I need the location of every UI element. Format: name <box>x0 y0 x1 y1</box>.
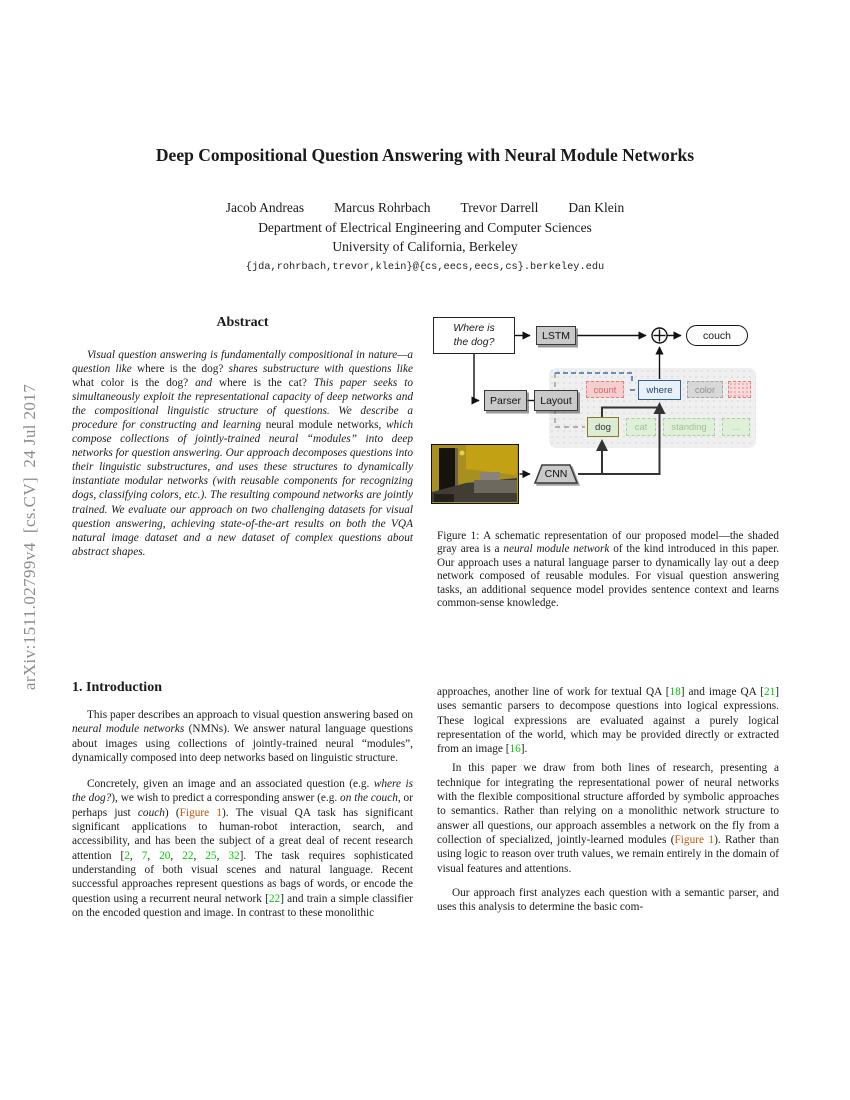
text-run: , or perhaps just <box>72 792 413 819</box>
right-paragraph-2 <box>437 761 779 875</box>
citation-link[interactable]: 32 <box>228 849 240 862</box>
text-run: where is the cat? <box>218 377 314 390</box>
author-name: Trevor Darrell <box>460 200 539 215</box>
cnn-label: CNN <box>544 468 568 480</box>
cnn-box <box>534 464 578 484</box>
text-run: ). Rather than using logic to reason over truth values, we remain entirely in the domain of visual features and attentions. <box>437 833 780 875</box>
author-emails: {jda,rohrbach,trevor,klein}@{cs,eecs,eecs,cs}.berkeley.edu <box>245 261 605 273</box>
lstm-box: LSTM <box>536 326 576 345</box>
module-where: where <box>638 380 681 400</box>
right-column-body <box>437 685 779 914</box>
module-count: count <box>586 381 624 398</box>
layout-box: Layout <box>534 390 578 411</box>
scene-photo <box>431 444 519 504</box>
arxiv-sidebar-stamp: arXiv:1511.02799v4 [cs.CV] 24 Jul 2017 <box>20 383 39 691</box>
right-paragraph-3 <box>437 886 779 915</box>
intro-paragraph-2 <box>72 777 413 920</box>
module-color: color <box>687 381 723 398</box>
circled-plus-icon <box>652 328 667 343</box>
citation-link[interactable]: 25 <box>205 849 217 862</box>
affiliation-department: Department of Electrical Engineering and Computer Sciences <box>258 220 592 235</box>
text-run: Concretely, given an image and an associated question (e.g. <box>87 778 374 791</box>
question-text: Where is the dog? <box>453 321 495 348</box>
text-run: ]. The task requires sophisticated understanding of both visual scenes and natural language. Recent successful approaches represent questions as bags of words, or encode the question using a recurrent neural network [ <box>72 849 413 905</box>
text-run: Figure 1: A schematic representation of our proposed model—the shaded gray area is a <box>437 530 779 556</box>
figure-ref-link[interactable]: Figure 1 <box>179 806 223 819</box>
author-name: Dan Klein <box>568 200 625 215</box>
citation-link[interactable]: 22 <box>268 892 281 905</box>
text-run: , <box>170 849 183 862</box>
text-run: ] uses semantic parsers to decompose questions into logical expressions. These logical expressions are evaluated against a purely logical representation of the world, which may be provided directly or extracted from an image [ <box>437 686 779 756</box>
text-run: what color is the dog? <box>72 377 196 390</box>
text-run-italic: This paper seeks to simultaneously exploit the representational capacity of deep networks and the compositional linguistic structure of questions. We describe a procedure for constructing and learning <box>72 377 413 432</box>
text-run-italic: neural module network <box>503 543 610 556</box>
abstract-heading: Abstract <box>216 315 269 330</box>
text-run-italic: couch <box>137 806 165 819</box>
author-list <box>0 200 850 216</box>
text-run-italic: neural module networks <box>72 723 185 736</box>
paper-title: Deep Compositional Question Answering with Neural Module Networks <box>155 145 695 165</box>
citation-link[interactable]: 18 <box>669 686 681 698</box>
left-column-body <box>72 708 413 920</box>
citation-link[interactable]: 20 <box>159 849 171 862</box>
text-run-italic: Visual question answering is fundamentally compositional in nature—a question like <box>72 349 413 376</box>
citation-link[interactable]: 7 <box>141 849 148 862</box>
question-box <box>433 317 515 354</box>
citation-link[interactable]: 21 <box>763 686 776 698</box>
text-run: ]. <box>520 743 528 756</box>
text-run: ). The visual QA task has significant significant applications to human-robot interaction, search, and accessibility, and has been the subject of a great deal of recent research attention [ <box>72 806 413 862</box>
text-run: ] and train a simple classifier on the encoded question and image. In contrast to these monolithic <box>72 892 413 919</box>
author-name: Jacob Andreas <box>225 200 305 215</box>
text-run-italic: and <box>195 377 219 390</box>
text-run-italic: on the couch <box>340 792 398 805</box>
text-run-italic: where is the dog? <box>72 778 413 805</box>
abstract-body <box>72 348 413 559</box>
text-run: In this paper we draw from both lines of research, presenting a technique for integrating the representational power of neural networks with the flexible compositional structure afforded by symbolic approaches to semantics. Rather than relying on a monolithic network structure to answer all questions, our approach assembles a network on the fly from a collection of specialized, jointly-learned modules ( <box>437 762 779 846</box>
author-name: Marcus Rohrbach <box>334 200 431 215</box>
text-run: ) ( <box>164 806 180 819</box>
text-run: where is the dog? <box>136 363 229 376</box>
figure-1-caption <box>437 530 779 610</box>
module-red-ellipsis <box>728 381 751 398</box>
text-run-italic: shares substructure with questions like <box>228 363 413 376</box>
text-run: of the kind introduced in this paper. Our approach uses a natural language parser to dynamically lay out a deep network composed of reusable modules. For visual question answering tasks, an additional sequence model provides sentence context and learns common-sense knowledge. <box>437 543 780 610</box>
section-heading-introduction: 1. Introduction <box>72 680 162 695</box>
room-photo-illustration <box>432 445 517 502</box>
text-run: Our approach first analyzes each question with a semantic parser, and uses this analysis to determine the basic com- <box>437 886 779 914</box>
citation-link[interactable]: 2 <box>124 849 130 862</box>
text-run: (NMNs). We answer natural language questions about images using collections of jointly-trained neural “modules”, dynamically composed into deep networks based on linguistic structure. <box>72 723 413 764</box>
text-run: ] and image QA [ <box>680 686 764 698</box>
answer-pill: couch <box>686 325 748 346</box>
citation-link[interactable]: 16 <box>509 743 521 756</box>
text-run: , <box>129 849 142 862</box>
text-run: neural module networks, <box>265 419 386 432</box>
right-paragraph-1 <box>437 685 779 756</box>
figure-1-diagram <box>430 308 790 514</box>
figure-ref-link[interactable]: Figure 1 <box>674 833 715 846</box>
text-run: , <box>216 849 229 862</box>
module-dog: dog <box>587 417 619 437</box>
citation-link[interactable]: 22 <box>182 849 194 862</box>
text-run: , <box>147 849 160 862</box>
affiliation-university: University of California, Berkeley <box>332 239 518 254</box>
module-cat: cat <box>626 418 656 436</box>
text-run: , <box>193 849 206 862</box>
module-green-ellipsis: ... <box>722 418 750 436</box>
text-run: approaches, another line of work for textual QA [ <box>437 686 670 698</box>
text-run: This paper describes an approach to visual question answering based on <box>87 709 413 721</box>
text-run-italic: which compose collections of jointly-trained neural “modules” into deep networks for question answering. Our approach decomposes questions into their linguistic substructures, and uses these structures to dynamically instantiate modular networks (with reusable components for recognizing dogs, classifying colors, etc.). The resulting compound networks are jointly trained. We evaluate our approach on two challenging datasets for visual question answering, achieving state-of-the-art results on both the VQA natural image dataset and a new dataset of complex questions about abstract shapes. <box>72 419 413 558</box>
module-standing: standing <box>663 418 715 436</box>
parser-box: Parser <box>484 390 527 411</box>
intro-paragraph-1 <box>72 708 413 765</box>
text-run: ), we wish to predict a corresponding answer (e.g. <box>111 792 341 805</box>
